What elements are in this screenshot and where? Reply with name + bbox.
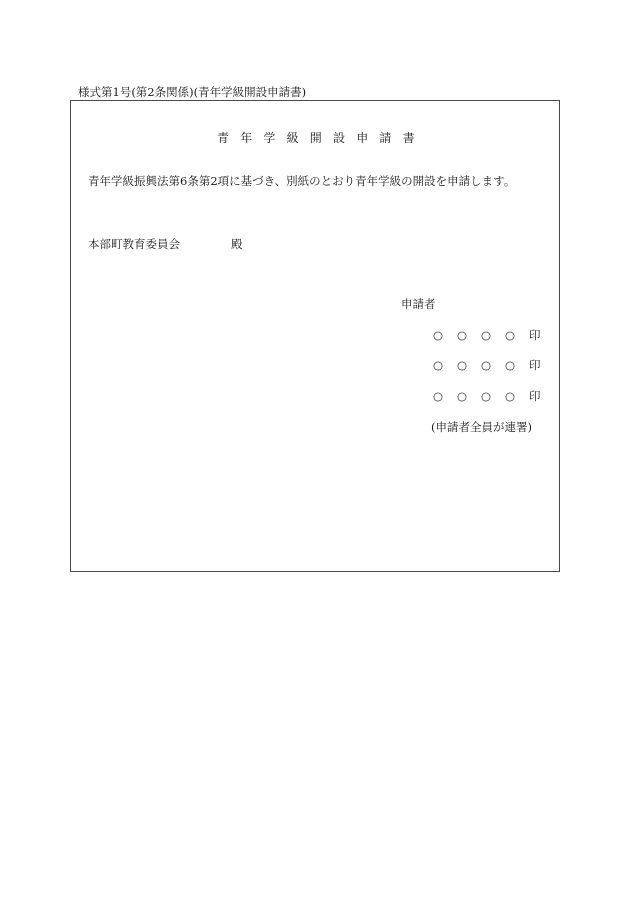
name-placeholder: ○: [481, 328, 492, 342]
name-placeholder: ○: [433, 358, 444, 372]
seal-mark: 印: [529, 389, 541, 403]
name-placeholder: ○: [505, 389, 516, 403]
joint-signature-note: (申請者全員が連署): [431, 420, 532, 434]
name-placeholder: ○: [433, 389, 444, 403]
seal-mark: 印: [529, 328, 541, 342]
seal-mark: 印: [529, 358, 541, 372]
name-placeholder: ○: [457, 358, 468, 372]
signature-row: [433, 357, 553, 373]
form-number-label: 様式第1号(第2条関係)(青年学級開設申請書): [78, 85, 307, 99]
application-statement: 青年学級振興法第6条第2項に基づき、別紙のとおり青年学級の開設を申請します。: [88, 174, 516, 188]
addressee-honorific: 殿: [231, 237, 243, 251]
signature-row: [433, 327, 553, 343]
name-placeholder: ○: [433, 328, 444, 342]
applicant-label: 申請者: [401, 297, 436, 311]
name-placeholder: ○: [481, 358, 492, 372]
document-title: 青年学級開設申請書: [217, 131, 426, 145]
name-placeholder: ○: [457, 389, 468, 403]
addressee: 本部町教育委員会: [88, 237, 180, 251]
name-placeholder: ○: [481, 389, 492, 403]
signature-row: [433, 388, 553, 404]
application-form-frame: [70, 100, 560, 572]
name-placeholder: ○: [457, 328, 468, 342]
name-placeholder: ○: [505, 328, 516, 342]
name-placeholder: ○: [505, 358, 516, 372]
